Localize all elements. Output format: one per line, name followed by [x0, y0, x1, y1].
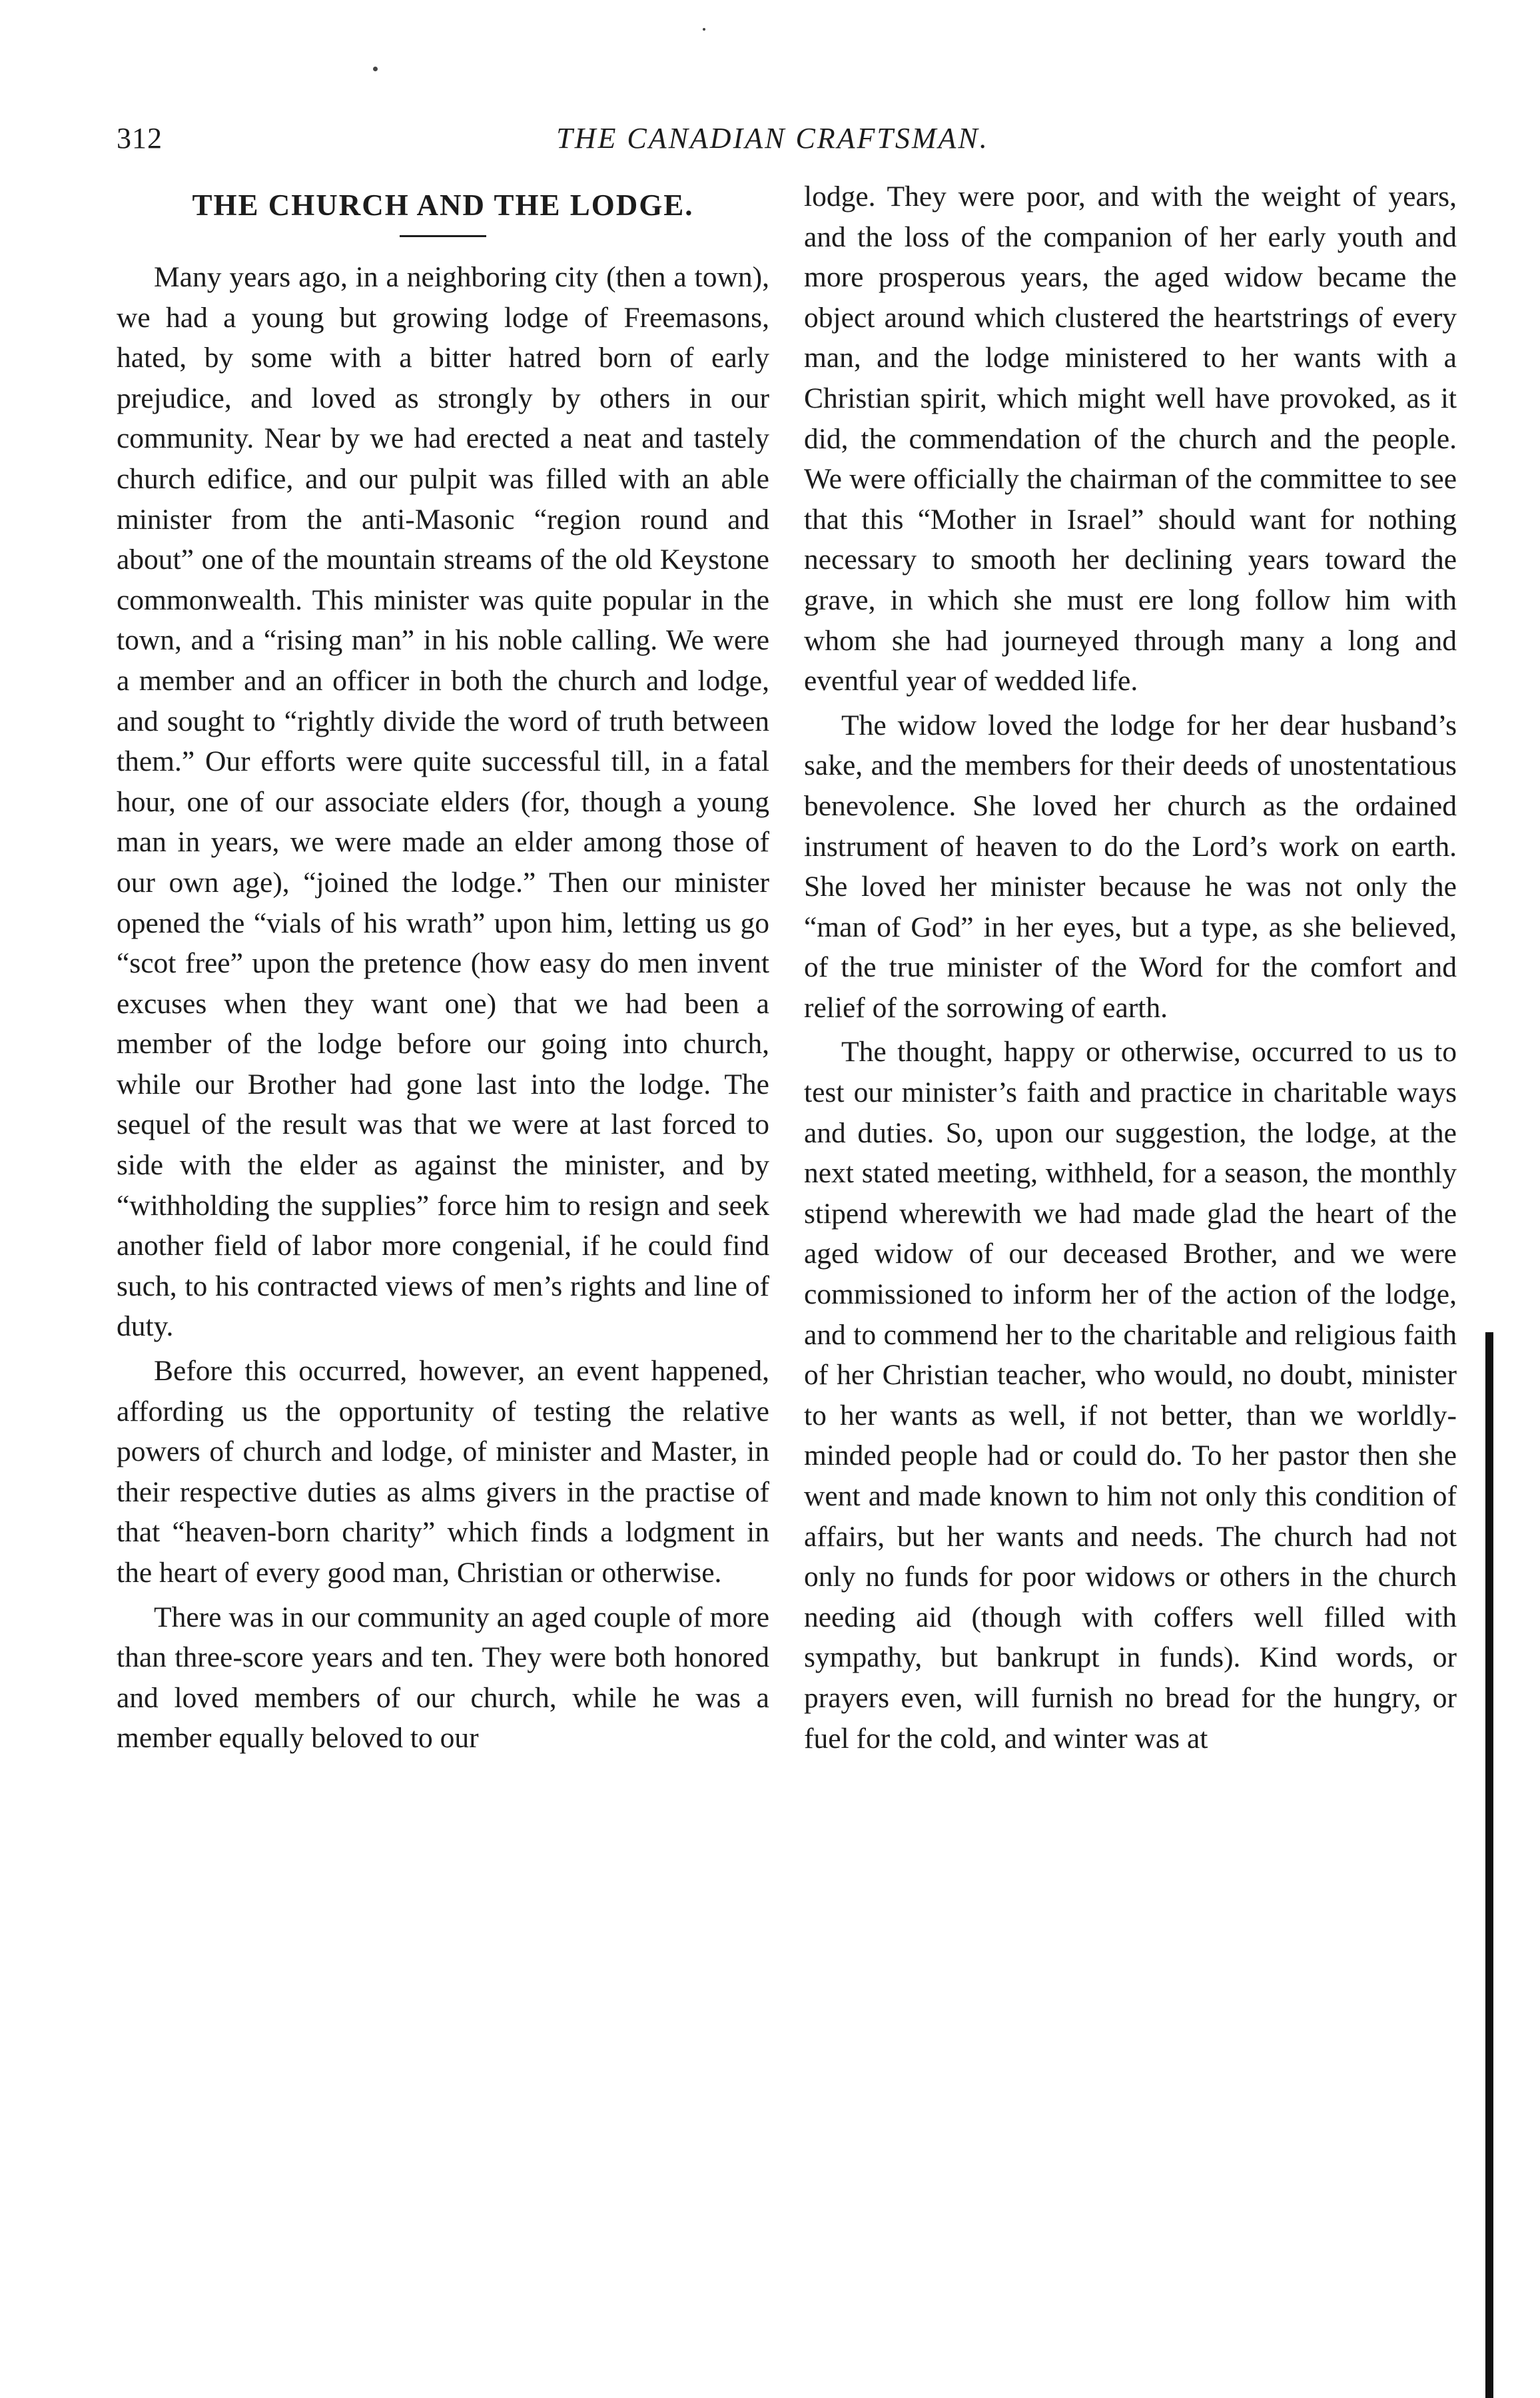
- paragraph: The widow loved the lodge for her dear husband’s sake, and the members for their deeds of unostentatious benevolence. She loved her church as the ordained instrument of heaven to do the Lord’s work on earth. She loved her minister because he was not only the “man of God” in her eyes, but a type, as she believed, of the true minister of the Word for the comfort and relief of the sorrowing of earth.: [804, 709, 1457, 1024]
- right-column: [804, 177, 1457, 1759]
- running-title: THE CANADIAN CRAFTSMAN.: [556, 122, 989, 155]
- article-title: THE CHURCH AND THE LODGE.: [192, 189, 694, 222]
- paragraph: The thought, happy or otherwise, occurred to us to test our minister’s faith and practice in charitable ways and duties. So, upon our suggestion, the lodge, at the next stated meeting, withheld, for a season, the monthly stipend wherewith we had made glad the heart of the aged widow of our deceased Brother, and we were commissioned to inform her of the action of the lodge, and to commend her to the charitable and religious faith of her Christian teacher, who would, no doubt, minister to her wants as well, if not better, than we worldly-minded people had or could do. To her pastor then she went and made known to him not only this condition of affairs, but her wants and needs. The church had not only no funds for poor widows or others in the church needing aid (though with coffers well filled with sympathy, but bankrupt in funds). Kind words, or prayers even, will furnish no bread for the hungry, or fuel for the cold, and winter was at: [804, 1036, 1457, 1755]
- page-header: [117, 112, 1429, 165]
- paragraph: Before this occurred, however, an event happened, affording us the opportunity of testing the relative powers of church and lodge, of minister and Master, in their respective duties as alms givers in the practise of that “heaven-born charity” which finds a lodgment in the heart of every good man, Christian or otherwise.: [117, 1355, 769, 1589]
- title-rule: [400, 235, 486, 237]
- paragraph: lodge. They were poor, and with the weight of years, and the loss of the companion of her early youth and more prosperous years, the aged widow became the object around which clustered the heartstrings of every man, and the lodge ministered to her wants with a Christian spirit, which might well have provoked, as it did, the commendation of the church and the people. We were officially the chairman of the committee to see that this “Mother in Israel” should want for nothing necessary to smooth her declining years toward the grave, in which she must ere long follow him with whom she had journeyed through many a long and eventful year of wedded life.: [804, 181, 1457, 697]
- page-number: 312: [117, 122, 163, 155]
- scan-speck: [373, 67, 378, 71]
- left-column: [117, 177, 769, 1759]
- scan-edge-line: [1485, 1332, 1493, 2398]
- paragraph: There was in our community an aged couple of more than three-score years and ten. They were both honored and loved members of our church, while he was a member equally beloved to our: [117, 1601, 769, 1755]
- paragraph: Many years ago, in a neighboring city (then a town), we had a young but growing lodge of Freemasons, hated, by some with a bitter hatred born of early prejudice, and loved as strongly by others in our community. Near by we had erected a neat and tastely church edifice, and our pulpit was filled with an able minister from the anti-Masonic “region round and about” one of the mountain streams of the old Keystone commonwealth. This minister was quite popular in the town, and a “rising man” in his noble calling. We were a member and an officer in both the church and lodge, and sought to “rightly divide the word of truth between them.” Our efforts were quite successful till, in a fatal hour, one of our associate elders (for, though a young man in years, we were made an elder among those of our own age), “joined the lodge.” Then our minister opened the “vials of his wrath” upon him, letting us go “scot free” upon the pretence (how easy do men invent excuses when they want one) that we had been a member of the lodge before our going into church, while our Brother had gone last into the lodge. The sequel of the result was that we were at last forced to side with the elder as against the minister, and by “withholding the supplies” force him to resign and seek another field of labor more congenial, if he could find such, to his contracted views of men’s rights and line of duty.: [117, 261, 769, 1343]
- scan-speck: [703, 28, 705, 31]
